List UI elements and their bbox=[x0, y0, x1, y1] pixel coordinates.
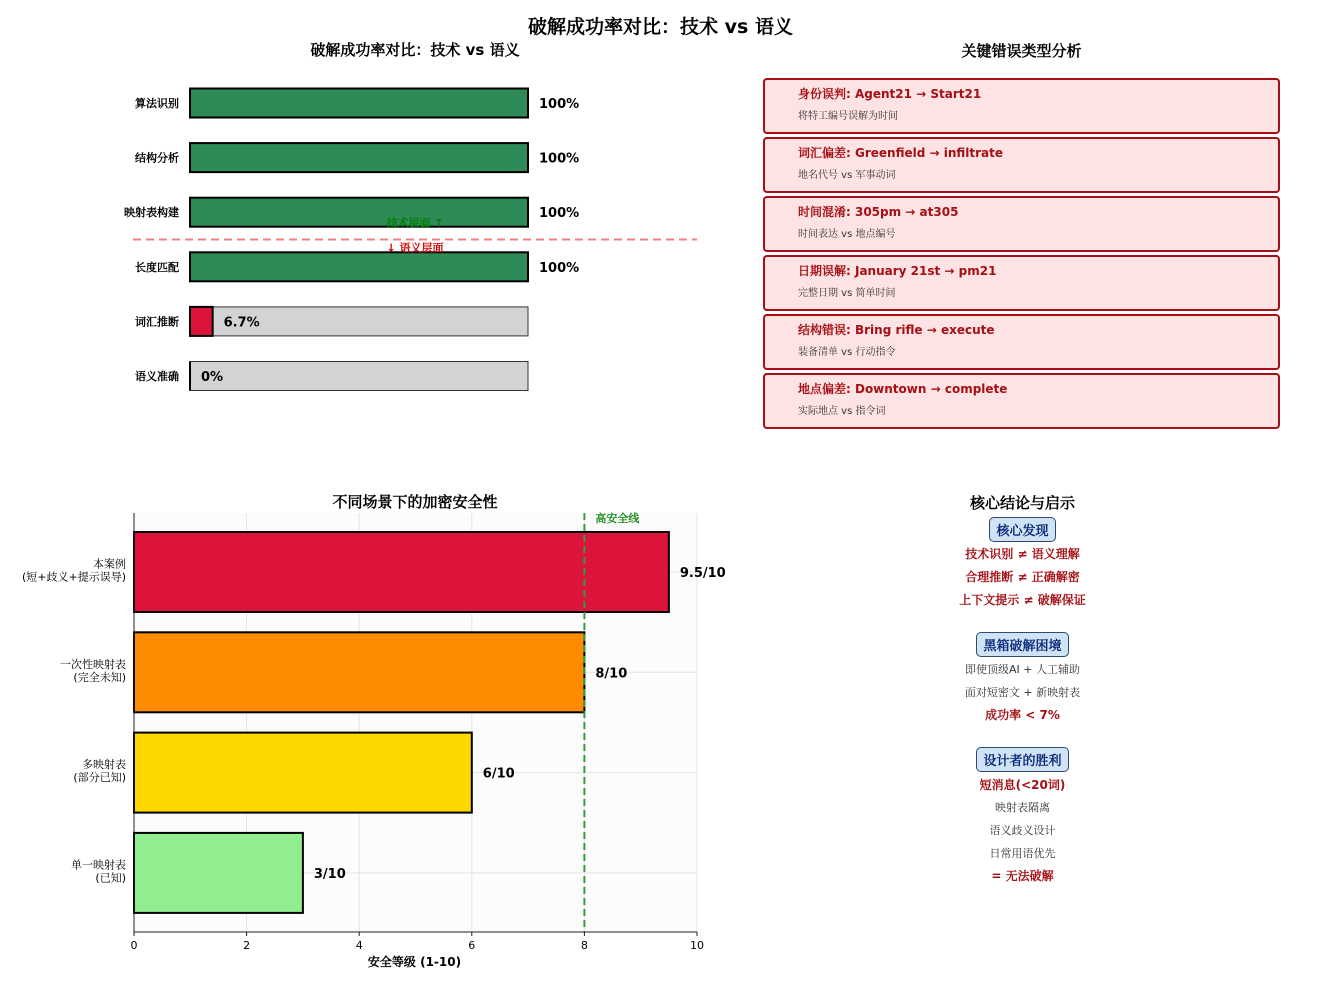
value-label: 100% bbox=[539, 260, 580, 276]
error-card-desc: 装备清单 vs 行动指令 bbox=[798, 347, 896, 358]
bar bbox=[134, 532, 669, 612]
category-label: 结构分析 bbox=[135, 151, 179, 165]
conclusion-line: = 无法破解 bbox=[991, 869, 1054, 883]
error-card-time bbox=[763, 196, 1280, 252]
error-card-title: 时间混淆: 305pm → at305 bbox=[798, 205, 959, 219]
category-label: 词汇推断 bbox=[135, 315, 179, 329]
annotation: ↓ 语义层面 bbox=[386, 241, 444, 255]
x-tick-label: 10 bbox=[690, 939, 704, 952]
error-card-desc: 实际地点 vs 指令词 bbox=[798, 406, 886, 417]
error-card-title: 地点偏差: Downtown → complete bbox=[798, 382, 1008, 396]
category-label: 多映射表 bbox=[82, 758, 126, 772]
success-rate-chart bbox=[0, 0, 740, 420]
error-card-title: 身份误判: Agent21 → Start21 bbox=[798, 87, 982, 101]
bar bbox=[134, 632, 584, 712]
reference-label: 高安全线 bbox=[595, 512, 640, 525]
conclusion-line: 上下文提示 ≠ 破解保证 bbox=[959, 593, 1086, 607]
x-tick-label: 2 bbox=[243, 939, 251, 952]
category-label: (已知) bbox=[95, 871, 126, 885]
conclusion-line: 成功率 < 7% bbox=[985, 708, 1060, 722]
x-tick-label: 6 bbox=[468, 939, 476, 952]
annotation: 技术层面 ↑ bbox=[386, 216, 444, 230]
conclusion-line: 合理推断 ≠ 正确解密 bbox=[965, 570, 1080, 584]
value-label: 6/10 bbox=[482, 766, 515, 782]
bar bbox=[134, 733, 472, 813]
background-bar bbox=[190, 362, 528, 391]
category-label: 映射表构建 bbox=[124, 206, 179, 220]
conclusion-line: 即使顶级AI + 人工辅助 bbox=[965, 663, 1080, 676]
conclusion-line: 技术识别 ≠ 语义理解 bbox=[965, 547, 1080, 561]
error-card-identity bbox=[763, 78, 1280, 134]
value-label: 100% bbox=[539, 151, 580, 167]
error-card-location bbox=[763, 373, 1280, 429]
value-label: 0% bbox=[201, 370, 224, 385]
conclusion-line: 日常用语优先 bbox=[989, 847, 1056, 860]
category-label: 单一映射表 bbox=[71, 858, 126, 872]
category-label: (完全未知) bbox=[73, 670, 126, 684]
error-card-title: 日期误解: January 21st → pm21 bbox=[798, 264, 997, 278]
conclusion-heading: 核心发现 bbox=[989, 517, 1055, 542]
errors-panel-title: 关键错误类型分析 bbox=[961, 42, 1082, 60]
conclusion-heading-wrap bbox=[880, 632, 1165, 657]
value-label: 9.5/10 bbox=[679, 566, 726, 581]
error-card-desc: 将特工编号误解为时间 bbox=[798, 111, 898, 122]
conclusion-heading: 黑箱破解困境 bbox=[976, 632, 1068, 657]
bar bbox=[190, 252, 528, 281]
category-label: 语义准确 bbox=[135, 370, 179, 383]
x-tick-label: 4 bbox=[355, 939, 363, 952]
bar bbox=[190, 143, 528, 172]
error-card-title: 词汇偏差: Greenfield → infiltrate bbox=[798, 146, 1004, 160]
conclusion-line: 短消息(<20词) bbox=[979, 778, 1066, 792]
x-tick-label: 8 bbox=[580, 939, 588, 952]
conclusion-heading: 设计者的胜利 bbox=[976, 747, 1068, 772]
error-card-desc: 时间表达 vs 地点编号 bbox=[798, 229, 896, 240]
conclusion-heading-wrap bbox=[880, 747, 1165, 772]
value-label: 100% bbox=[539, 206, 580, 222]
value-label: 100% bbox=[539, 97, 580, 112]
main-title: 破解成功率对比：技术 vs 语义 bbox=[528, 16, 793, 38]
value-label: 6.7% bbox=[223, 315, 260, 331]
conclusion-heading-wrap bbox=[880, 517, 1165, 542]
conclusion-line: 语义歧义设计 bbox=[989, 824, 1056, 837]
category-label: 长度匹配 bbox=[135, 260, 179, 274]
value-label: 8/10 bbox=[595, 666, 628, 682]
x-axis-label: 安全等级 (1-10) bbox=[367, 955, 462, 969]
category-label: 一次性映射表 bbox=[60, 657, 126, 671]
error-card-date bbox=[763, 255, 1280, 311]
security-level-chart bbox=[0, 480, 760, 980]
error-card-desc: 完整日期 vs 简单时间 bbox=[798, 288, 896, 299]
bar bbox=[190, 89, 528, 118]
category-label: 算法识别 bbox=[135, 97, 179, 110]
error-card-desc: 地名代号 vs 军事动词 bbox=[798, 170, 896, 181]
bar bbox=[190, 307, 213, 336]
category-label: 本案例 bbox=[93, 557, 126, 571]
bar bbox=[134, 833, 303, 913]
value-label: 3/10 bbox=[313, 866, 346, 882]
error-card-vocabulary bbox=[763, 137, 1280, 193]
security-chart-title: 不同场景下的加密安全性 bbox=[332, 493, 498, 511]
conclusion-line: 映射表隔离 bbox=[995, 801, 1050, 814]
conclusion-line: 面对短密文 + 新映射表 bbox=[964, 686, 1081, 699]
category-label: (部分已知) bbox=[73, 771, 126, 785]
bar bbox=[190, 198, 528, 227]
conclusions-title: 核心结论与启示 bbox=[969, 494, 1075, 512]
x-tick-label: 0 bbox=[130, 939, 138, 952]
category-label: (短+歧义+提示误导) bbox=[21, 570, 126, 584]
error-card-structure bbox=[763, 314, 1280, 370]
success-chart-title: 破解成功率对比：技术 vs 语义 bbox=[310, 41, 520, 59]
error-card-title: 结构错误: Bring rifle → execute bbox=[798, 323, 995, 337]
